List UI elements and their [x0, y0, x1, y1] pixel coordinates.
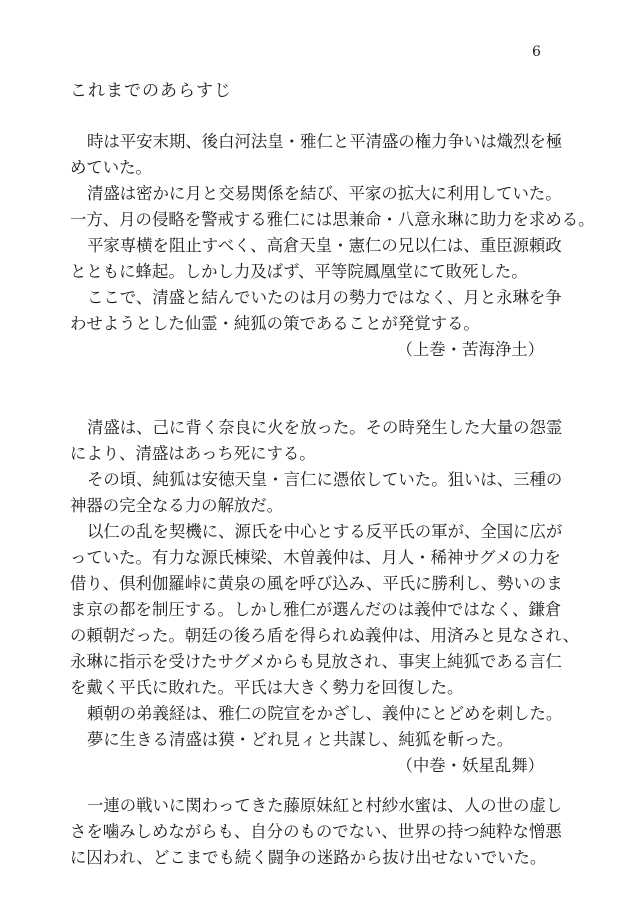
- paragraph-line: ま京の都を制圧する。しかし雅仁が選んだのは義仲ではなく、鎌倉: [70, 600, 562, 619]
- paragraph-line: 時は平安末期、後白河法皇・雅仁と平清盛の権力争いは熾烈を極: [87, 132, 563, 151]
- paragraph-line: 一連の戦いに関わってきた藤原妹紅と村紗水蜜は、人の世の虚し: [87, 796, 563, 815]
- paragraph-line: 頼朝の弟義経は、雅仁の院宣をかざし、義仲にとどめを刺した。: [87, 704, 563, 723]
- paragraph-line: 永琳に指示を受けたサグメからも見放され、事実上純狐である言仁: [70, 652, 562, 671]
- paragraph-line: 神器の完全なる力の解放だ。: [70, 496, 284, 515]
- synopsis-section-1: [70, 129, 595, 363]
- paragraph-line: その頃、純狐は安徳天皇・言仁に憑依していた。狙いは、三種の: [87, 470, 563, 489]
- paragraph-line: を戴く平氏に敗れた。平氏は大きく勢力を回復した。: [70, 678, 464, 697]
- synopsis-section-2: [70, 415, 580, 779]
- page-heading: これまでのあらすじ: [70, 81, 232, 101]
- paragraph-line: 夢に生きる清盛は獏・どれ見ィと共謀し、純狐を斬った。: [87, 730, 514, 749]
- paragraph-line: 一方、月の侵略を警戒する雅仁には思兼命・八意永琳に助力を求める。: [70, 210, 595, 229]
- paragraph-line: 借り、倶利伽羅峠に黄泉の風を呼び込み、平氏に勝利し、勢いのま: [70, 574, 563, 593]
- volume-credit: （上巻・苦海浄土）: [396, 340, 544, 359]
- synopsis-section-3: [70, 793, 563, 871]
- paragraph-line: 以仁の乱を契機に、源氏を中心とする反平氏の軍が、全国に広が: [87, 522, 563, 541]
- page-number: 6: [532, 44, 541, 60]
- paragraph-line: っていた。有力な源氏棟梁、木曽義仲は、月人・稀神サグメの力を: [70, 548, 561, 567]
- paragraph-line: 平家専横を阻止すべく、高倉天皇・憲仁の兄以仁は、重臣源頼政: [87, 236, 562, 255]
- paragraph-line: めていた。: [70, 158, 152, 177]
- paragraph-line: ここで、清盛と結んでいたのは月の勢力ではなく、月と永琳を争: [87, 288, 562, 307]
- paragraph-line: 清盛は密かに月と交易関係を結び、平家の拡大に利用していた。: [87, 184, 562, 203]
- volume-credit: （中巻・妖星乱舞）: [396, 756, 544, 775]
- paragraph-line: わせようとした仙霊・純狐の策であることが発覚する。: [70, 314, 480, 333]
- paragraph-line: 清盛は、己に背く奈良に火を放った。その時発生した大量の怨霊: [87, 418, 563, 437]
- paragraph-line: に囚われ、どこまでも続く闘争の迷路から抜け出せないでいた。: [70, 848, 547, 867]
- paragraph-line: により、清盛はあっち死にする。: [70, 444, 316, 463]
- paragraph-line: さを噛みしめながらも、自分のものでない、世界の持つ純粋な憎悪: [70, 822, 562, 841]
- paragraph-line: の頼朝だった。朝廷の後ろ盾を得られぬ義仲は、用済みと見なされ、: [70, 626, 580, 645]
- paragraph-line: とともに蜂起。しかし力及ばず、平等院鳳凰堂にて敗死した。: [70, 262, 528, 281]
